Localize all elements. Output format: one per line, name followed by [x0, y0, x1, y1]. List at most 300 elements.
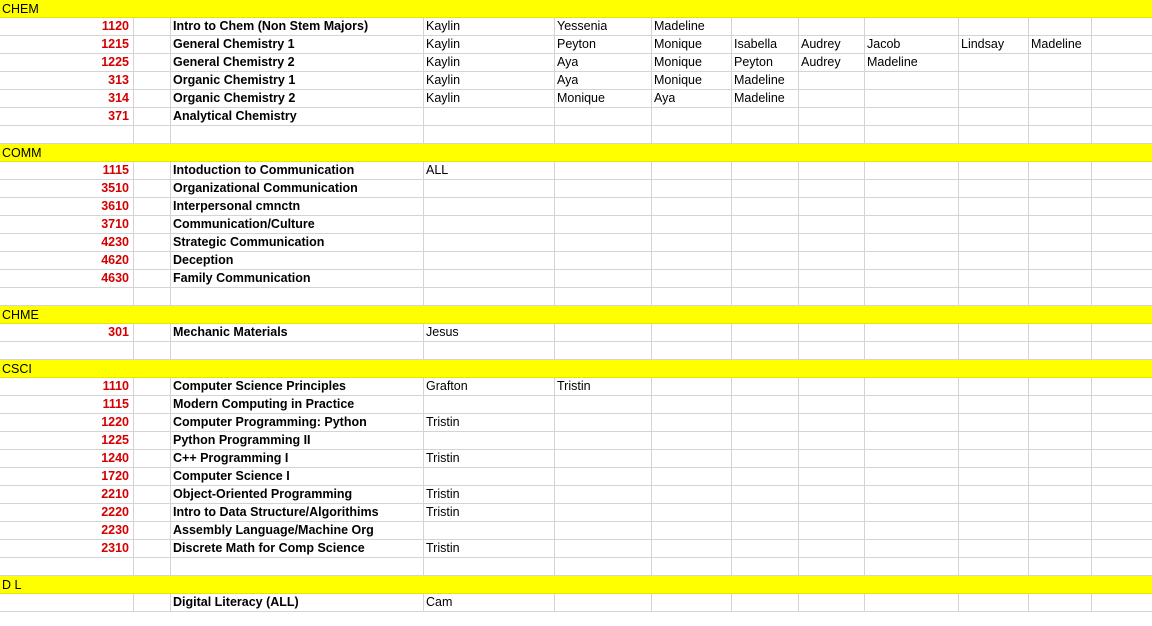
grid-line: [423, 108, 424, 125]
tutor-name: ALL: [426, 163, 449, 177]
grid-line: [1091, 414, 1092, 431]
grid-line: [731, 342, 732, 359]
tutor-name: Monique: [654, 55, 702, 69]
course-row[interactable]: [0, 324, 1152, 342]
grid-line: [731, 324, 732, 341]
grid-line: [864, 108, 865, 125]
course-name: Mechanic Materials: [173, 325, 288, 339]
grid-line: [1091, 288, 1092, 305]
tutor-name: Aya: [557, 55, 579, 69]
grid-line: [1091, 72, 1092, 89]
course-row[interactable]: [0, 180, 1152, 198]
grid-line: [651, 378, 652, 395]
grid-line: [554, 396, 555, 413]
grid-line: [958, 126, 959, 143]
grid-line: [731, 486, 732, 503]
grid-line: [170, 558, 171, 575]
course-number: 1110: [102, 379, 129, 393]
grid-line: [554, 234, 555, 251]
course-row[interactable]: [0, 378, 1152, 396]
grid-line: [651, 36, 652, 53]
course-name: Communication/Culture: [173, 217, 315, 231]
course-number: 1115: [102, 397, 129, 411]
grid-line: [958, 270, 959, 287]
grid-line: [554, 558, 555, 575]
grid-line: [651, 72, 652, 89]
course-number: 2210: [101, 487, 129, 501]
course-row[interactable]: [0, 90, 1152, 108]
grid-line: [1028, 450, 1029, 467]
tutor-name: Kaylin: [426, 91, 461, 105]
grid-line: [1091, 324, 1092, 341]
course-name: Intoduction to Communication: [173, 163, 355, 177]
grid-line: [1028, 234, 1029, 251]
course-name: Digital Literacy (ALL): [173, 595, 299, 609]
grid-line: [1028, 432, 1029, 449]
grid-line: [731, 54, 732, 71]
course-number: 313: [108, 73, 129, 87]
grid-line: [731, 450, 732, 467]
grid-line: [731, 234, 732, 251]
grid-line: [651, 504, 652, 521]
grid-line: [554, 414, 555, 431]
grid-line: [798, 72, 799, 89]
grid-line: [798, 108, 799, 125]
grid-line: [423, 396, 424, 413]
course-number: 4230: [101, 235, 129, 249]
course-number: 314: [108, 91, 129, 105]
course-row[interactable]: [0, 234, 1152, 252]
course-row[interactable]: [0, 396, 1152, 414]
tutor-name: Tristin: [426, 415, 460, 429]
grid-line: [1028, 216, 1029, 233]
grid-line: [1091, 234, 1092, 251]
grid-line: [170, 72, 171, 89]
course-name: Intro to Chem (Non Stem Majors): [173, 19, 369, 33]
grid-line: [864, 450, 865, 467]
grid-line: [554, 54, 555, 71]
course-name: Computer Science Principles: [173, 379, 346, 393]
grid-line: [554, 504, 555, 521]
grid-line: [864, 36, 865, 53]
grid-line: [423, 522, 424, 539]
course-row[interactable]: [0, 252, 1152, 270]
grid-line: [651, 486, 652, 503]
grid-line: [423, 432, 424, 449]
grid-line: [423, 252, 424, 269]
tutor-name: Kaylin: [426, 19, 461, 33]
section-header: D L: [2, 578, 22, 592]
course-row[interactable]: [0, 18, 1152, 36]
grid-line: [798, 594, 799, 611]
grid-line: [1028, 36, 1029, 53]
grid-line: [798, 216, 799, 233]
grid-line: [170, 180, 171, 197]
grid-line: [423, 558, 424, 575]
grid-line: [798, 324, 799, 341]
grid-line: [554, 432, 555, 449]
grid-line: [731, 540, 732, 557]
grid-line: [1028, 504, 1029, 521]
grid-line: [731, 180, 732, 197]
grid-line: [651, 270, 652, 287]
grid-line: [958, 72, 959, 89]
course-number: 1720: [101, 469, 129, 483]
course-row[interactable]: [0, 72, 1152, 90]
course-name: General Chemistry 1: [173, 37, 295, 51]
grid-line: [554, 216, 555, 233]
grid-line: [864, 216, 865, 233]
tutor-name: Monique: [557, 91, 605, 105]
grid-line: [731, 72, 732, 89]
course-row[interactable]: [0, 162, 1152, 180]
grid-line: [423, 180, 424, 197]
grid-line: [798, 162, 799, 179]
grid-line: [554, 324, 555, 341]
blank-row: [0, 342, 1152, 360]
grid-line: [864, 270, 865, 287]
grid-line: [864, 540, 865, 557]
grid-line: [798, 522, 799, 539]
grid-line: [423, 324, 424, 341]
grid-line: [554, 270, 555, 287]
grid-line: [1091, 270, 1092, 287]
grid-line: [651, 522, 652, 539]
grid-line: [731, 270, 732, 287]
grid-line: [133, 180, 134, 197]
tutor-name: Audrey: [801, 55, 841, 69]
blank-row: [0, 126, 1152, 144]
grid-line: [554, 252, 555, 269]
grid-line: [958, 540, 959, 557]
course-name: Computer Programming: Python: [173, 415, 367, 429]
grid-line: [170, 162, 171, 179]
grid-line: [1091, 450, 1092, 467]
section-header: CSCI: [2, 362, 32, 376]
grid-line: [864, 342, 865, 359]
blank-row: [0, 558, 1152, 576]
course-name: Deception: [173, 253, 234, 267]
course-number: 4620: [101, 253, 129, 267]
course-row[interactable]: [0, 270, 1152, 288]
grid-line: [133, 558, 134, 575]
course-row[interactable]: [0, 36, 1152, 54]
grid-line: [1028, 324, 1029, 341]
grid-line: [958, 522, 959, 539]
grid-line: [133, 216, 134, 233]
grid-line: [423, 342, 424, 359]
course-row[interactable]: [0, 504, 1152, 522]
section-header: CHEM: [2, 2, 39, 16]
grid-line: [1028, 414, 1029, 431]
grid-line: [958, 36, 959, 53]
grid-line: [554, 126, 555, 143]
grid-line: [651, 414, 652, 431]
grid-line: [170, 216, 171, 233]
grid-line: [423, 288, 424, 305]
grid-line: [1028, 72, 1029, 89]
course-name: Family Communication: [173, 271, 311, 285]
grid-line: [1091, 18, 1092, 35]
tutor-name: Madeline: [867, 55, 918, 69]
grid-line: [554, 486, 555, 503]
grid-line: [423, 378, 424, 395]
grid-line: [554, 468, 555, 485]
grid-line: [1091, 468, 1092, 485]
grid-line: [1091, 486, 1092, 503]
tutor-name: Grafton: [426, 379, 468, 393]
grid-line: [170, 324, 171, 341]
grid-line: [958, 378, 959, 395]
course-name: Discrete Math for Comp Science: [173, 541, 365, 555]
grid-line: [1091, 198, 1092, 215]
grid-line: [958, 180, 959, 197]
tutor-name: Kaylin: [426, 73, 461, 87]
grid-line: [651, 288, 652, 305]
grid-line: [170, 594, 171, 611]
course-name: Organizational Communication: [173, 181, 358, 195]
grid-line: [1028, 558, 1029, 575]
grid-line: [170, 414, 171, 431]
grid-line: [864, 414, 865, 431]
grid-line: [651, 558, 652, 575]
grid-line: [1028, 180, 1029, 197]
grid-line: [170, 252, 171, 269]
grid-line: [864, 324, 865, 341]
grid-line: [423, 54, 424, 71]
grid-line: [731, 252, 732, 269]
course-row[interactable]: [0, 522, 1152, 540]
tutor-name: Jesus: [426, 325, 459, 339]
grid-line: [651, 252, 652, 269]
course-name: Organic Chemistry 1: [173, 73, 296, 87]
grid-line: [731, 594, 732, 611]
course-row[interactable]: [0, 198, 1152, 216]
grid-line: [1091, 252, 1092, 269]
course-row[interactable]: [0, 450, 1152, 468]
grid-line: [1028, 288, 1029, 305]
grid-line: [1091, 90, 1092, 107]
grid-line: [958, 414, 959, 431]
tutor-name: Peyton: [734, 55, 773, 69]
grid-line: [133, 90, 134, 107]
grid-line: [170, 108, 171, 125]
grid-line: [1091, 396, 1092, 413]
grid-line: [133, 504, 134, 521]
grid-line: [133, 540, 134, 557]
grid-line: [651, 90, 652, 107]
section-header-row: [0, 306, 1152, 324]
grid-line: [133, 522, 134, 539]
grid-line: [958, 288, 959, 305]
section-header-row: [0, 576, 1152, 594]
grid-line: [798, 90, 799, 107]
course-number: 2230: [101, 523, 129, 537]
course-row[interactable]: [0, 414, 1152, 432]
grid-line: [170, 378, 171, 395]
grid-line: [1028, 90, 1029, 107]
grid-line: [1028, 198, 1029, 215]
tutor-name: Yessenia: [557, 19, 608, 33]
grid-line: [170, 234, 171, 251]
course-name: Interpersonal cmnctn: [173, 199, 301, 213]
tutor-name: Jacob: [867, 37, 901, 51]
grid-line: [1091, 378, 1092, 395]
course-row[interactable]: [0, 432, 1152, 450]
grid-line: [170, 36, 171, 53]
grid-line: [958, 468, 959, 485]
grid-line: [170, 342, 171, 359]
grid-line: [651, 216, 652, 233]
tutor-name: Monique: [654, 73, 702, 87]
blank-row: [0, 288, 1152, 306]
grid-line: [554, 72, 555, 89]
grid-line: [423, 198, 424, 215]
grid-line: [1091, 216, 1092, 233]
grid-line: [554, 540, 555, 557]
grid-line: [731, 288, 732, 305]
tutor-name: Madeline: [654, 19, 705, 33]
grid-line: [731, 558, 732, 575]
grid-line: [798, 486, 799, 503]
course-number: 3610: [101, 199, 129, 213]
grid-line: [1091, 126, 1092, 143]
grid-line: [133, 54, 134, 71]
grid-line: [958, 234, 959, 251]
grid-line: [731, 108, 732, 125]
course-row[interactable]: [0, 468, 1152, 486]
grid-line: [798, 18, 799, 35]
grid-line: [423, 594, 424, 611]
grid-line: [651, 126, 652, 143]
grid-line: [731, 432, 732, 449]
course-row[interactable]: [0, 486, 1152, 504]
grid-line: [864, 396, 865, 413]
course-name: Python Programming II: [173, 433, 311, 447]
grid-line: [864, 594, 865, 611]
grid-line: [958, 486, 959, 503]
grid-line: [651, 450, 652, 467]
grid-line: [133, 198, 134, 215]
grid-line: [651, 162, 652, 179]
course-number: 1225: [101, 433, 129, 447]
grid-line: [554, 522, 555, 539]
course-row[interactable]: [0, 540, 1152, 558]
grid-line: [133, 450, 134, 467]
grid-line: [651, 396, 652, 413]
grid-line: [554, 594, 555, 611]
grid-line: [798, 504, 799, 521]
tutor-name: Audrey: [801, 37, 841, 51]
grid-line: [864, 54, 865, 71]
grid-line: [1091, 432, 1092, 449]
grid-line: [170, 450, 171, 467]
grid-line: [864, 252, 865, 269]
grid-line: [554, 162, 555, 179]
grid-line: [731, 216, 732, 233]
section-header-row: [0, 0, 1152, 18]
grid-line: [1091, 54, 1092, 71]
course-name: Computer Science I: [173, 469, 290, 483]
course-number: 301: [108, 325, 129, 339]
grid-line: [1028, 540, 1029, 557]
grid-line: [731, 504, 732, 521]
grid-line: [423, 36, 424, 53]
grid-line: [554, 450, 555, 467]
grid-line: [651, 468, 652, 485]
grid-line: [958, 90, 959, 107]
grid-line: [1028, 342, 1029, 359]
tutor-name: Madeline: [1031, 37, 1082, 51]
grid-line: [133, 108, 134, 125]
tutor-name: Tristin: [426, 451, 460, 465]
tutor-name: Aya: [654, 91, 676, 105]
grid-line: [133, 378, 134, 395]
grid-line: [864, 522, 865, 539]
course-name: Intro to Data Structure/Algorithims: [173, 505, 379, 519]
grid-line: [864, 504, 865, 521]
grid-line: [798, 198, 799, 215]
grid-line: [133, 396, 134, 413]
grid-line: [731, 414, 732, 431]
grid-line: [731, 468, 732, 485]
grid-line: [958, 342, 959, 359]
grid-line: [731, 522, 732, 539]
grid-line: [798, 432, 799, 449]
tutor-name: Tristin: [426, 505, 460, 519]
grid-line: [958, 162, 959, 179]
course-number: 1120: [101, 19, 129, 33]
grid-line: [798, 414, 799, 431]
grid-line: [798, 234, 799, 251]
course-row[interactable]: [0, 54, 1152, 72]
grid-line: [958, 450, 959, 467]
grid-line: [133, 234, 134, 251]
grid-line: [731, 126, 732, 143]
grid-line: [554, 90, 555, 107]
course-name: Analytical Chemistry: [173, 109, 297, 123]
grid-line: [170, 198, 171, 215]
grid-line: [958, 108, 959, 125]
grid-line: [958, 504, 959, 521]
grid-line: [423, 18, 424, 35]
grid-line: [133, 324, 134, 341]
grid-line: [554, 288, 555, 305]
grid-line: [423, 468, 424, 485]
course-number: 2310: [101, 541, 129, 555]
grid-line: [423, 504, 424, 521]
grid-line: [864, 162, 865, 179]
grid-line: [423, 234, 424, 251]
course-row[interactable]: [0, 594, 1152, 612]
grid-line: [731, 162, 732, 179]
grid-line: [133, 72, 134, 89]
grid-line: [798, 378, 799, 395]
grid-line: [133, 432, 134, 449]
grid-line: [864, 486, 865, 503]
grid-line: [423, 90, 424, 107]
course-number: 1215: [101, 37, 129, 51]
grid-line: [864, 126, 865, 143]
grid-line: [651, 234, 652, 251]
grid-line: [170, 270, 171, 287]
course-row[interactable]: [0, 216, 1152, 234]
course-number: 3510: [101, 181, 129, 195]
tutor-name: Tristin: [426, 487, 460, 501]
course-row[interactable]: [0, 108, 1152, 126]
course-name: Strategic Communication: [173, 235, 325, 249]
grid-line: [651, 342, 652, 359]
